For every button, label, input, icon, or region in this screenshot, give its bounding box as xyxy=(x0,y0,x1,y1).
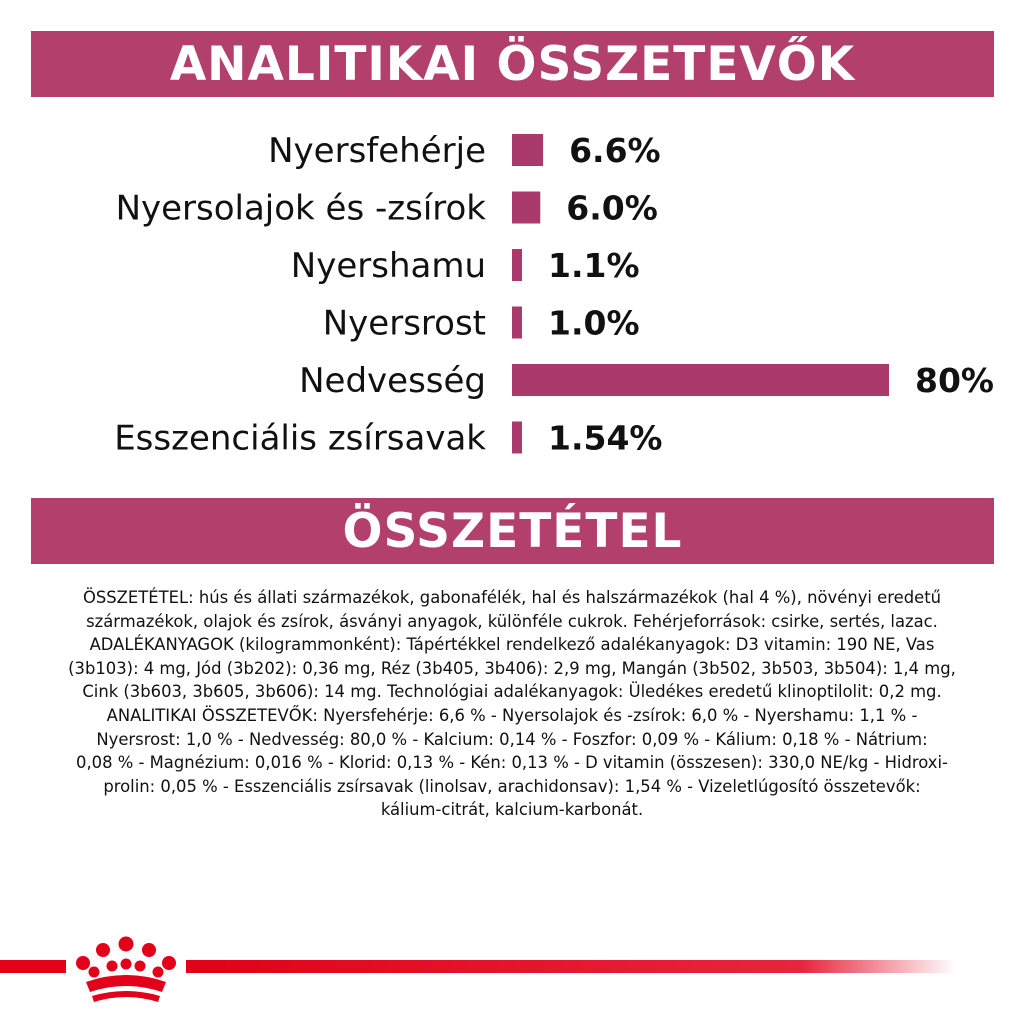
bar xyxy=(512,249,522,281)
bar xyxy=(512,192,540,224)
value-label: 6.0% xyxy=(566,188,658,228)
category-label: Nyersolajok és -zsírok xyxy=(115,188,486,229)
composition-text xyxy=(0,586,1024,822)
bar xyxy=(512,422,522,454)
analytics-bar-chart xyxy=(0,110,1024,480)
footer-line-right xyxy=(186,960,956,973)
composition-line: kálium-citrát, kalcium-karbonát. xyxy=(380,800,644,820)
composition-header-banner xyxy=(31,498,994,564)
composition-line: Cink (3b603, 3b605, 3b606): 14 mg. Technológiai adalékanyagok: Üledékes eredetű klinoptilolit: 0,2 mg. xyxy=(82,682,942,702)
value-label: 1.54% xyxy=(548,418,663,458)
composition-line: származékok, olajok és zsírok, ásványi anyagok, különféle cukrok. Fehérjeforrások: csirke, sertés, lazac. xyxy=(86,611,938,631)
crown-logo-icon xyxy=(76,937,176,1003)
value-label: 6.6% xyxy=(569,131,661,170)
category-label: Nyersfehérje xyxy=(268,131,486,171)
composition-line: (3b103): 4 mg, Jód (3b202): 0,36 mg, Réz (3b405, 3b406): 2,9 mg, Mangán (3b502, 3b503, 3b504): 1,4 mg, xyxy=(68,658,956,678)
composition-line: prolin: 0,05 % - Esszenciális zsírsavak (linolsav, arachidonsav): 1,54 % - Vizeletlúgosító összetevők: xyxy=(103,776,921,796)
composition-title: ÖSSZETÉTEL xyxy=(342,503,683,559)
composition-line: ADALÉKANYAGOK (kilogrammonként): Tápértékkel rendelkező adalékanyagok: D3 vitamin: 190 NE, Vas xyxy=(89,635,935,655)
footer-line-left xyxy=(0,960,66,973)
bar xyxy=(512,134,543,166)
category-label: Nyersrost xyxy=(322,303,486,344)
footer-brand-strip xyxy=(0,930,1024,1010)
composition-line: ÖSSZETÉTEL: hús és állati származékok, gabonafélék, hal és halszármazékok (hal 4 %), növényi eredetű xyxy=(82,588,942,607)
value-label: 80% xyxy=(915,361,994,400)
category-label: Esszenciális zsírsavak xyxy=(114,418,486,459)
value-label: 1.0% xyxy=(548,303,640,343)
bar xyxy=(512,307,522,339)
bar xyxy=(512,364,889,396)
category-label: Nedvesség xyxy=(299,361,486,401)
composition-line: ANALITIKAI ÖSSZETEVŐK: Nyersfehérje: 6,6 % - Nyersolajok és -zsírok: 6,0 % - Nyershamu: 1,1 % - xyxy=(106,705,918,725)
analytics-header-banner xyxy=(31,31,994,97)
composition-line: Nyersrost: 1,0 % - Nedvesség: 80,0 % - Kalcium: 0,14 % - Foszfor: 0,09 % - Kálium: 0,18 % - Nátrium: xyxy=(96,729,928,749)
composition-line: 0,08 % - Magnézium: 0,016 % - Klorid: 0,13 % - Kén: 0,13 % - D vitamin (összesen): 330,0 NE/kg - Hidroxi- xyxy=(76,753,948,773)
value-label: 1.1% xyxy=(548,246,640,285)
analytics-title: ANALITIKAI ÖSSZETEVŐK xyxy=(169,36,856,92)
category-label: Nyershamu xyxy=(290,246,486,286)
